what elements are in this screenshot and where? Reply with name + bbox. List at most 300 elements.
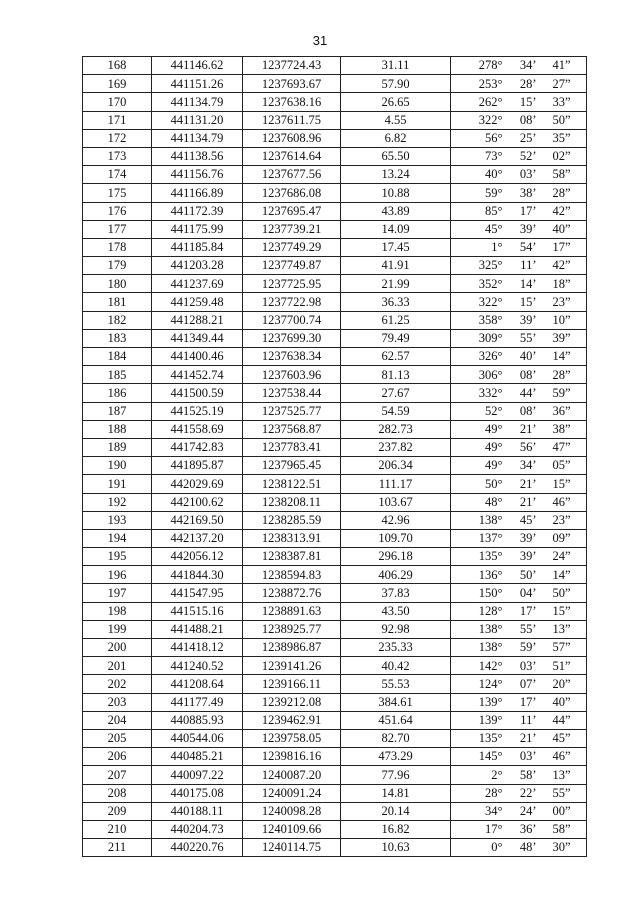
bearing-cell [451,784,587,802]
x-coordinate-cell: 441515.16 [152,602,243,620]
y-coordinate-cell: 1240087.20 [243,766,341,784]
bearing-minutes: 17’ [519,603,537,618]
bearing-degrees: 59° [485,185,503,200]
bearing-seconds: 58” [552,167,571,182]
bearing-degrees: 137° [478,531,503,546]
y-coordinate-cell: 1237608.96 [243,129,341,147]
table-row [83,147,587,165]
bearing-cell [451,457,587,475]
x-coordinate-cell: 441156.76 [152,166,243,184]
y-coordinate-cell: 1239141.26 [243,657,341,675]
bearing-degrees: 28° [485,785,503,800]
bearing-cell [451,384,587,402]
point-number-cell: 200 [83,639,152,657]
x-coordinate-cell: 440485.21 [152,748,243,766]
bearing-cell [451,166,587,184]
x-coordinate-cell: 441418.12 [152,639,243,657]
bearing-degrees: 352° [478,276,503,291]
y-coordinate-cell: 1237722.98 [243,293,341,311]
y-coordinate-cell: 1238594.83 [243,566,341,584]
table-row [83,329,587,347]
bearing-minutes: 52’ [519,149,537,164]
bearing-minutes: 28’ [519,76,537,91]
x-coordinate-cell: 440204.73 [152,820,243,838]
table-row [83,111,587,129]
x-coordinate-cell: 441208.64 [152,675,243,693]
table-row [83,457,587,475]
bearing-minutes: 34’ [519,58,537,73]
point-number-cell: 170 [83,93,152,111]
y-coordinate-cell: 1237525.77 [243,402,341,420]
y-coordinate-cell: 1237638.34 [243,348,341,366]
bearing-seconds: 28” [552,367,571,382]
bearing-seconds: 39” [552,331,571,346]
bearing-minutes: 15’ [519,294,537,309]
bearing-seconds: 50” [552,112,571,127]
bearing-seconds: 47” [552,440,571,455]
bearing-minutes: 50’ [519,567,537,582]
x-coordinate-cell: 440097.22 [152,766,243,784]
bearing-cell [451,348,587,366]
bearing-seconds: 38” [552,422,571,437]
bearing-minutes: 48’ [519,840,537,855]
x-coordinate-cell: 440188.11 [152,802,243,820]
bearing-cell [451,493,587,511]
x-coordinate-cell: 441151.26 [152,75,243,93]
bearing-minutes: 15’ [519,94,537,109]
y-coordinate-cell: 1238208.11 [243,493,341,511]
y-coordinate-cell: 1239462.91 [243,711,341,729]
bearing-seconds: 33” [552,94,571,109]
bearing-degrees: 124° [478,676,503,691]
y-coordinate-cell: 1237783.41 [243,438,341,456]
point-number-cell: 172 [83,129,152,147]
distance-cell: 6.82 [341,129,451,147]
bearing-seconds: 50” [552,585,571,600]
bearing-minutes: 34’ [519,458,537,473]
x-coordinate-cell: 440220.76 [152,839,243,857]
table-row [83,366,587,384]
distance-cell: 26.65 [341,93,451,111]
bearing-degrees: 1° [491,240,503,255]
bearing-degrees: 128° [478,603,503,618]
y-coordinate-cell: 1237749.87 [243,257,341,275]
x-coordinate-cell: 441203.28 [152,257,243,275]
coordinates-table-body [83,57,587,857]
x-coordinate-cell: 441844.30 [152,566,243,584]
point-number-cell: 210 [83,820,152,838]
table-row [83,311,587,329]
bearing-degrees: 40° [485,167,503,182]
point-number-cell: 198 [83,602,152,620]
bearing-minutes: 56’ [519,440,537,455]
bearing-cell [451,202,587,220]
bearing-minutes: 59’ [519,640,537,655]
bearing-minutes: 24’ [519,804,537,819]
bearing-cell [451,548,587,566]
bearing-seconds: 58” [552,822,571,837]
distance-cell: 13.24 [341,166,451,184]
bearing-cell [451,93,587,111]
bearing-seconds: 36” [552,403,571,418]
bearing-cell [451,238,587,256]
point-number-cell: 171 [83,111,152,129]
distance-cell: 31.11 [341,57,451,75]
y-coordinate-cell: 1238891.63 [243,602,341,620]
table-row [83,93,587,111]
bearing-minutes: 17’ [519,694,537,709]
table-row [83,202,587,220]
point-number-cell: 205 [83,729,152,747]
distance-cell: 103.67 [341,493,451,511]
bearing-seconds: 14” [552,567,571,582]
y-coordinate-cell: 1239212.08 [243,693,341,711]
distance-cell: 65.50 [341,147,451,165]
y-coordinate-cell: 1237695.47 [243,202,341,220]
y-coordinate-cell: 1240091.24 [243,784,341,802]
bearing-minutes: 39’ [519,312,537,327]
bearing-cell [451,748,587,766]
bearing-cell [451,839,587,857]
y-coordinate-cell: 1240114.75 [243,839,341,857]
distance-cell: 473.29 [341,748,451,766]
point-number-cell: 191 [83,475,152,493]
bearing-cell [451,147,587,165]
bearing-seconds: 59” [552,385,571,400]
bearing-degrees: 138° [478,640,503,655]
bearing-minutes: 21’ [519,476,537,491]
point-number-cell: 180 [83,275,152,293]
y-coordinate-cell: 1237699.30 [243,329,341,347]
bearing-seconds: 05” [552,458,571,473]
x-coordinate-cell: 441547.95 [152,584,243,602]
bearing-minutes: 21’ [519,494,537,509]
distance-cell: 40.42 [341,657,451,675]
bearing-seconds: 51” [552,658,571,673]
bearing-minutes: 03’ [519,167,537,182]
bearing-degrees: 48° [485,494,503,509]
table-row [83,238,587,256]
table-row [83,584,587,602]
bearing-cell [451,802,587,820]
point-number-cell: 196 [83,566,152,584]
bearing-cell [451,329,587,347]
bearing-degrees: 135° [478,549,503,564]
bearing-cell [451,420,587,438]
y-coordinate-cell: 1237538.44 [243,384,341,402]
point-number-cell: 173 [83,147,152,165]
distance-cell: 10.63 [341,839,451,857]
bearing-cell [451,293,587,311]
bearing-degrees: 138° [478,513,503,528]
bearing-degrees: 278° [478,58,503,73]
x-coordinate-cell: 441558.69 [152,420,243,438]
distance-cell: 62.57 [341,348,451,366]
bearing-degrees: 325° [478,258,503,273]
x-coordinate-cell: 442169.50 [152,511,243,529]
bearing-seconds: 46” [552,494,571,509]
y-coordinate-cell: 1238925.77 [243,620,341,638]
table-row [83,839,587,857]
distance-cell: 27.67 [341,384,451,402]
bearing-degrees: 135° [478,731,503,746]
bearing-seconds: 44” [552,713,571,728]
bearing-degrees: 49° [485,458,503,473]
bearing-minutes: 03’ [519,658,537,673]
point-number-cell: 194 [83,529,152,547]
x-coordinate-cell: 441400.46 [152,348,243,366]
table-row [83,639,587,657]
bearing-degrees: 326° [478,349,503,364]
bearing-seconds: 40” [552,694,571,709]
bearing-seconds: 42” [552,258,571,273]
table-row [83,493,587,511]
x-coordinate-cell: 442100.62 [152,493,243,511]
point-number-cell: 190 [83,457,152,475]
table-row [83,784,587,802]
table-row [83,184,587,202]
point-number-cell: 174 [83,166,152,184]
bearing-cell [451,184,587,202]
bearing-degrees: 253° [478,76,503,91]
table-row [83,129,587,147]
point-number-cell: 211 [83,839,152,857]
table-row [83,166,587,184]
x-coordinate-cell: 441134.79 [152,129,243,147]
bearing-degrees: 306° [478,367,503,382]
table-row [83,275,587,293]
distance-cell: 14.81 [341,784,451,802]
x-coordinate-cell: 442056.12 [152,548,243,566]
bearing-seconds: 09” [552,531,571,546]
bearing-minutes: 04’ [519,585,537,600]
bearing-degrees: 322° [478,112,503,127]
y-coordinate-cell: 1237638.16 [243,93,341,111]
bearing-minutes: 39’ [519,549,537,564]
point-number-cell: 189 [83,438,152,456]
y-coordinate-cell: 1238313.91 [243,529,341,547]
distance-cell: 237.82 [341,438,451,456]
table-row [83,384,587,402]
bearing-seconds: 15” [552,476,571,491]
distance-cell: 42.96 [341,511,451,529]
distance-cell: 111.17 [341,475,451,493]
x-coordinate-cell: 441500.59 [152,384,243,402]
bearing-minutes: 17’ [519,203,537,218]
table-row [83,57,587,75]
x-coordinate-cell: 441166.89 [152,184,243,202]
bearing-cell [451,275,587,293]
bearing-minutes: 21’ [519,422,537,437]
table-row [83,75,587,93]
bearing-seconds: 13” [552,622,571,637]
distance-cell: 57.90 [341,75,451,93]
y-coordinate-cell: 1237739.21 [243,220,341,238]
table-row [83,293,587,311]
bearing-seconds: 10” [552,312,571,327]
table-row [83,766,587,784]
bearing-seconds: 45” [552,731,571,746]
point-number-cell: 187 [83,402,152,420]
bearing-cell [451,220,587,238]
bearing-cell [451,602,587,620]
distance-cell: 451.64 [341,711,451,729]
bearing-minutes: 11’ [520,258,537,273]
point-number-cell: 201 [83,657,152,675]
page-number: 31 [312,33,328,48]
table-row [83,475,587,493]
bearing-seconds: 00” [552,804,571,819]
table-row [83,657,587,675]
bearing-cell [451,657,587,675]
bearing-minutes: 25’ [519,131,537,146]
bearing-cell [451,311,587,329]
bearing-seconds: 23” [552,513,571,528]
bearing-cell [451,675,587,693]
bearing-degrees: 49° [485,422,503,437]
x-coordinate-cell: 441259.48 [152,293,243,311]
point-number-cell: 181 [83,293,152,311]
distance-cell: 61.25 [341,311,451,329]
bearing-seconds: 42” [552,203,571,218]
distance-cell: 14.09 [341,220,451,238]
bearing-degrees: 85° [485,203,503,218]
bearing-seconds: 17” [552,240,571,255]
point-number-cell: 204 [83,711,152,729]
x-coordinate-cell: 441452.74 [152,366,243,384]
point-number-cell: 178 [83,238,152,256]
x-coordinate-cell: 441525.19 [152,402,243,420]
y-coordinate-cell: 1237693.67 [243,75,341,93]
bearing-degrees: 0° [491,840,503,855]
bearing-seconds: 23” [552,294,571,309]
bearing-cell [451,402,587,420]
distance-cell: 43.50 [341,602,451,620]
y-coordinate-cell: 1237725.95 [243,275,341,293]
table-row [83,820,587,838]
bearing-minutes: 45’ [519,513,537,528]
bearing-seconds: 20” [552,676,571,691]
bearing-cell [451,620,587,638]
distance-cell: 92.98 [341,620,451,638]
y-coordinate-cell: 1237568.87 [243,420,341,438]
table-row [83,729,587,747]
table-row [83,220,587,238]
distance-cell: 82.70 [341,729,451,747]
bearing-cell [451,129,587,147]
table-row [83,529,587,547]
y-coordinate-cell: 1238285.59 [243,511,341,529]
y-coordinate-cell: 1237677.56 [243,166,341,184]
y-coordinate-cell: 1237686.08 [243,184,341,202]
bearing-degrees: 139° [478,713,503,728]
distance-cell: 10.88 [341,184,451,202]
distance-cell: 37.83 [341,584,451,602]
y-coordinate-cell: 1239758.05 [243,729,341,747]
x-coordinate-cell: 441240.52 [152,657,243,675]
bearing-degrees: 45° [485,222,503,237]
bearing-minutes: 07’ [519,676,537,691]
point-number-cell: 185 [83,366,152,384]
bearing-cell [451,511,587,529]
bearing-cell [451,729,587,747]
table-row [83,420,587,438]
bearing-seconds: 40” [552,222,571,237]
table-row [83,693,587,711]
bearing-degrees: 139° [478,694,503,709]
bearing-degrees: 150° [478,585,503,600]
y-coordinate-cell: 1237611.75 [243,111,341,129]
bearing-degrees: 262° [478,94,503,109]
x-coordinate-cell: 441131.20 [152,111,243,129]
bearing-cell [451,257,587,275]
distance-cell: 384.61 [341,693,451,711]
bearing-cell [451,693,587,711]
y-coordinate-cell: 1237614.64 [243,147,341,165]
point-number-cell: 177 [83,220,152,238]
x-coordinate-cell: 440544.06 [152,729,243,747]
bearing-cell [451,366,587,384]
table-row [83,748,587,766]
distance-cell: 55.53 [341,675,451,693]
bearing-seconds: 28” [552,185,571,200]
distance-cell: 43.89 [341,202,451,220]
y-coordinate-cell: 1238122.51 [243,475,341,493]
table-row [83,402,587,420]
point-number-cell: 179 [83,257,152,275]
bearing-seconds: 30” [552,840,571,855]
bearing-degrees: 17° [485,822,503,837]
bearing-degrees: 52° [485,403,503,418]
table-row [83,438,587,456]
bearing-cell [451,111,587,129]
table-row [83,802,587,820]
bearing-degrees: 358° [478,312,503,327]
point-number-cell: 182 [83,311,152,329]
bearing-cell [451,475,587,493]
point-number-cell: 175 [83,184,152,202]
bearing-minutes: 08’ [519,112,537,127]
bearing-minutes: 39’ [519,222,537,237]
point-number-cell: 188 [83,420,152,438]
distance-cell: 41.91 [341,257,451,275]
bearing-cell [451,766,587,784]
bearing-minutes: 55’ [519,331,537,346]
distance-cell: 16.82 [341,820,451,838]
point-number-cell: 209 [83,802,152,820]
distance-cell: 17.45 [341,238,451,256]
bearing-seconds: 41” [552,58,571,73]
table-row [83,602,587,620]
y-coordinate-cell: 1237603.96 [243,366,341,384]
distance-cell: 77.96 [341,766,451,784]
x-coordinate-cell: 441237.69 [152,275,243,293]
y-coordinate-cell: 1240098.28 [243,802,341,820]
point-number-cell: 202 [83,675,152,693]
table-row [83,548,587,566]
bearing-degrees: 309° [478,331,503,346]
bearing-minutes: 40’ [519,349,537,364]
table-row [83,566,587,584]
bearing-cell [451,438,587,456]
y-coordinate-cell: 1240109.66 [243,820,341,838]
y-coordinate-cell: 1239816.16 [243,748,341,766]
bearing-seconds: 13” [552,767,571,782]
bearing-minutes: 54’ [519,240,537,255]
x-coordinate-cell: 441134.79 [152,93,243,111]
point-number-cell: 203 [83,693,152,711]
bearing-cell [451,529,587,547]
